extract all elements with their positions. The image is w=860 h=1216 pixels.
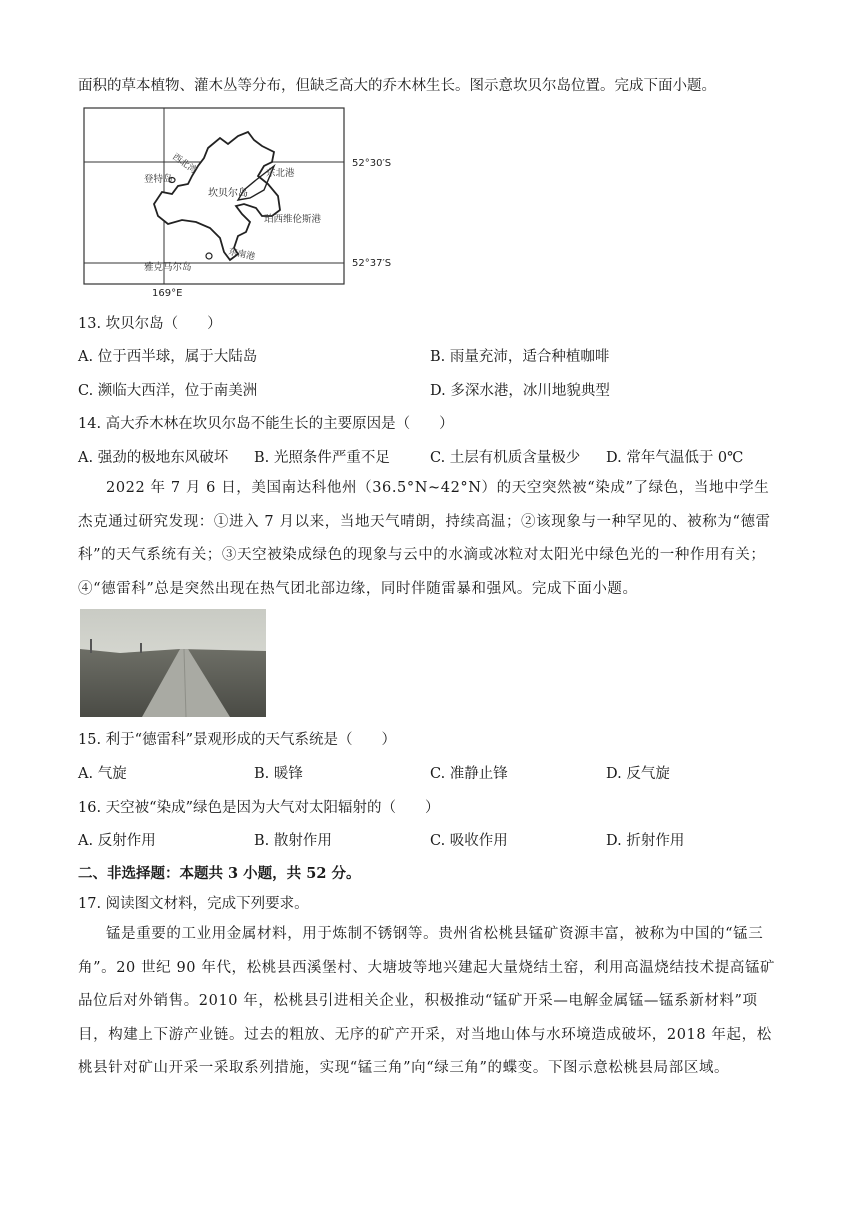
jacquemart-island-shape [206,253,212,259]
label-west-bay: 西北湾 [170,152,199,176]
q13-option-d[interactable]: D. 多深水港，冰川地貌典型 [430,383,610,399]
label-ne-harbor: 东北港 [266,168,295,179]
q15-option-c[interactable]: C. 准静止锋 [430,766,508,782]
q14-stem: 14. 高大乔木林在坎贝尔岛不能生长的主要原因是（ ） [78,416,454,432]
q14-option-d[interactable]: D. 常年气温低于 0℃ [606,450,744,466]
q14-option-b[interactable]: B. 光照条件严重不足 [254,450,390,466]
q16-option-a[interactable]: A. 反射作用 [78,833,156,849]
q13-option-c[interactable]: C. 濒临大西洋，位于南美洲 [78,383,258,399]
q15-option-b[interactable]: B. 暖锋 [254,766,303,782]
intro-text: 面积的草本植物、灌木丛等分布，但缺乏高大的乔木林生长。图示意坎贝尔岛位置。完成下面小题。 [78,78,716,94]
q15-option-d[interactable]: D. 反气旋 [606,766,670,782]
label-lon: 169°E [152,288,183,299]
green-sky-road-photo [80,609,266,717]
campbell-island-map [78,104,408,300]
label-dengte: 登特岛 [144,174,173,185]
section2-title: 二、非选择题：本题共 3 小题，共 52 分。 [78,865,361,882]
label-se-harbor: 东南港 [227,247,256,263]
q15-stem: 15. 利于“德雷科”景观形成的天气系统是（ ） [78,732,396,748]
q13-stem: 13. 坎贝尔岛（ ） [78,316,222,332]
q17-stem: 17. 阅读图文材料，完成下列要求。 [78,896,309,912]
label-perseverance: 珀西维伦斯港 [264,214,322,225]
q16-stem: 16. 天空被“染成”绿色是因为大气对太阳辐射的（ ） [78,800,440,816]
label-campbell: 坎贝尔岛 [208,188,248,199]
q15-option-a[interactable]: A. 气旋 [78,766,127,782]
q13-option-a[interactable]: A. 位于西半球，属于大陆岛 [78,349,258,365]
q13-option-b[interactable]: B. 雨量充沛，适合种植咖啡 [430,349,610,365]
q16-option-b[interactable]: B. 散射作用 [254,833,332,849]
q14-option-a[interactable]: A. 强劲的极地东风破坏 [78,450,229,466]
q16-option-c[interactable]: C. 吸收作用 [430,833,508,849]
passage-drecho: 2022 年 7 月 6 日，美国南达科他州（36.5°N~42°N）的天空突然被“染成”了绿色，当地中学生杰克通过研究发现：①进入 7 月以来，当地天气晴朗，持续高温；②该现象与一种罕见的、被称为“德雷科”的天气系统有关；③天空被染成绿色的现象与云中的水滴或冰粒对太阳光中绿色光的一种作用有关；④“德雷科”总是突然出现在热气团北部边缘，同时伴随雷暴和强风。完成下面小题。 [78,480,771,597]
passage-manganese: 锰是重要的工业用金属材料，用于炼制不锈钢等。贵州省松桃县锰矿资源丰富，被称为中国的“锰三角”。20 世纪 90 年代，松桃县西溪堡村、大塘坡等地兴建起大量烧结土窑，利用高温烧结技术提高锰矿品位后对外销售。2010 年，松桃县引进相关企业，积极推动“锰矿开采—电解金属锰—锰系新材料”项目，构建上下游产业链。过去的粗放、无序的矿产开采，对当地山体与水环境造成破坏，2018 年起，松桃县针对矿山开采一采取系列措施，实现“锰三角”向“绿三角”的蝶变。下图示意松桃县局部区域。 [78,926,776,1076]
q16-option-d[interactable]: D. 折射作用 [606,833,685,849]
label-lat-top: 52°30′S [352,158,392,169]
q14-option-c[interactable]: C. 土层有机质含量极少 [430,450,581,466]
label-jacquemart: 雅克马尔岛 [144,262,192,273]
label-lat-bottom: 52°37′S [352,258,392,269]
